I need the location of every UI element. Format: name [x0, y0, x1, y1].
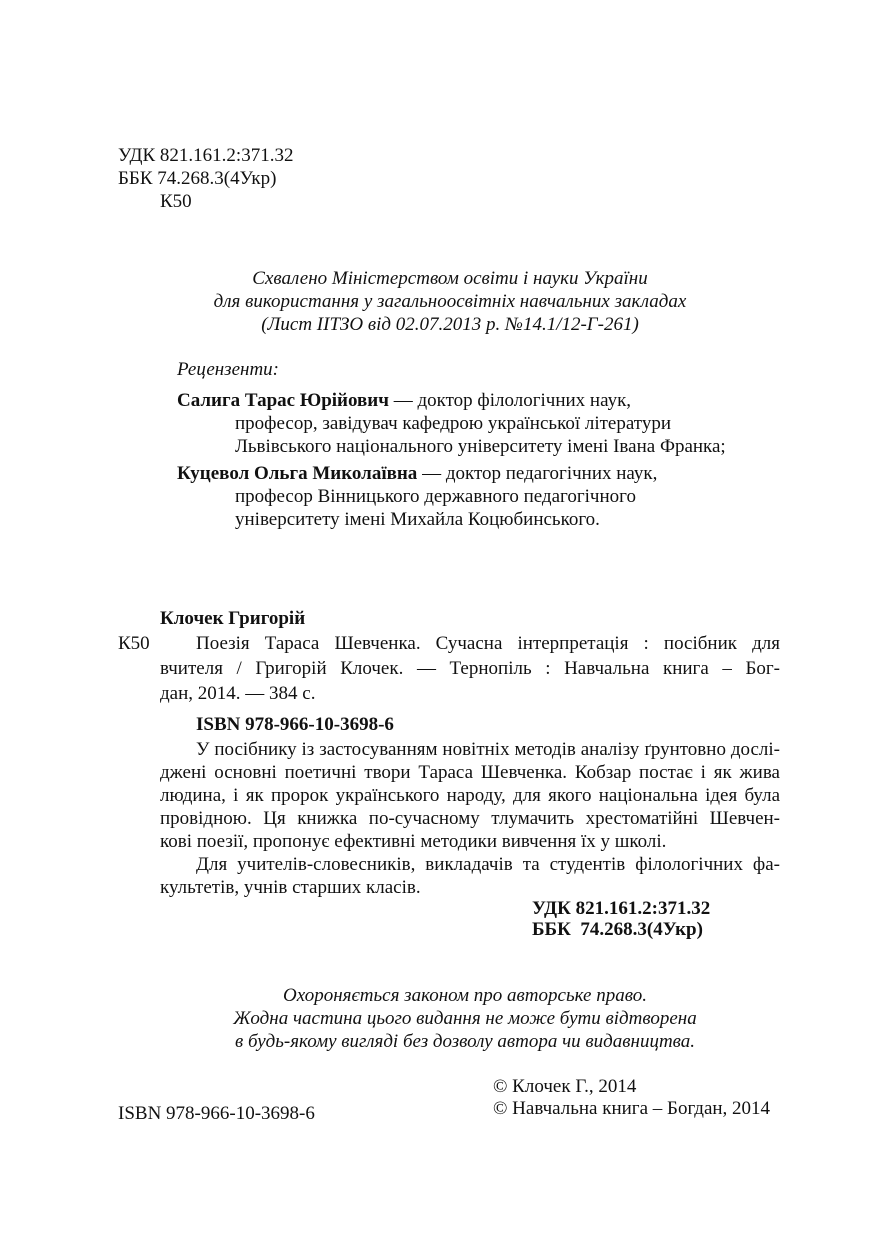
copyright-notice — [150, 984, 780, 1053]
abstract-line: джені основні поетичні твори Тараса Шевченка. Кобзар постає і як жива — [160, 762, 780, 783]
catalog-udk: УДК 821.161.2:371.32 — [532, 898, 711, 919]
audience-line: культетів, учнів старших класів. — [160, 877, 421, 898]
catalog-title-cont — [160, 657, 780, 705]
abstract-line: людина, і як пророк українського народу, для якого національна ідея була — [160, 785, 780, 806]
copyright-notice-line: Охороняється законом про авторське право. — [283, 985, 647, 1006]
audience-line: Для учителів-словесників, викладачів та студентів філологічних фа- — [196, 854, 780, 875]
reviewer-title: — доктор філологічних наук, — [388, 390, 632, 411]
abstract-line: кові поезії, пропонує ефективні методики вивчення їх у школі. — [160, 831, 667, 852]
approval-line: для використання у загальноосвітніх навчальних закладах — [213, 291, 687, 312]
reviewer-position: професор Вінницького державного педагогічного — [235, 486, 636, 507]
reviewer-affiliation: Львівського національного університету імені Івана Франка; — [235, 436, 726, 457]
reviewer-entry — [177, 389, 726, 458]
reviewer-position: професор, завідувач кафедрою української літератури — [235, 413, 672, 434]
catalog-title — [196, 632, 780, 655]
reviewers-heading: Рецензенти: — [177, 359, 280, 380]
catalog-title-line: Поезія Тараса Шевченка. Сучасна інтерпретація : посібник для — [196, 633, 780, 654]
catalog-title-line: вчителя / Григорій Клочек. — Тернопіль : Навчальна книга – Бог- — [160, 658, 780, 679]
catalog-bbk: ББК 74.268.3(4Укр) — [532, 919, 703, 940]
reviewer-name: Куцевол Ольга Миколаївна — [177, 463, 418, 484]
udk-code: УДК 821.161.2:371.32 — [118, 145, 294, 166]
reviewer-name: Салига Тарас Юрійович — [177, 390, 389, 411]
abstract-line: провідною. Ця книжка по-сучасному тлумачить хрестоматійні Шевчен- — [160, 808, 780, 829]
catalog-abstract — [160, 738, 780, 899]
catalog-isbn: ISBN 978-966-10-3698-6 — [196, 714, 394, 735]
author-mark: К50 — [160, 191, 192, 212]
catalog-author: Клочек Григорій — [160, 608, 306, 629]
approval-line: Схвалено Міністерством освіти і науки України — [252, 268, 648, 289]
reviewer-affiliation: університету імені Михайла Коцюбинського. — [235, 509, 600, 530]
bbk-code: ББК 74.268.3(4Укр) — [118, 168, 277, 189]
copyright-notice-line: Жодна частина цього видання не може бути відтворена — [233, 1008, 697, 1029]
copyright-author: © Клочек Г., 2014 — [493, 1076, 637, 1097]
abstract-line: У посібнику із застосуванням новітніх методів аналізу ґрунтовно дослі- — [196, 739, 780, 760]
reviewer-entry — [177, 462, 657, 531]
footer-isbn: ISBN 978-966-10-3698-6 — [118, 1103, 315, 1124]
catalog-mark: К50 — [118, 633, 150, 654]
approval-line: (Лист ІІТЗО від 02.07.2013 р. №14.1/12-Г-261) — [261, 314, 639, 335]
copyright-notice-line: в будь-якому вигляді без дозволу автора чи видавництва. — [234, 1031, 696, 1052]
copyright-publisher: © Навчальна книга – Богдан, 2014 — [493, 1098, 771, 1119]
reviewer-title: — доктор педагогічних наук, — [417, 463, 658, 484]
catalog-title-line: дан, 2014. — 384 с. — [160, 683, 316, 704]
approval-notice — [150, 267, 750, 336]
